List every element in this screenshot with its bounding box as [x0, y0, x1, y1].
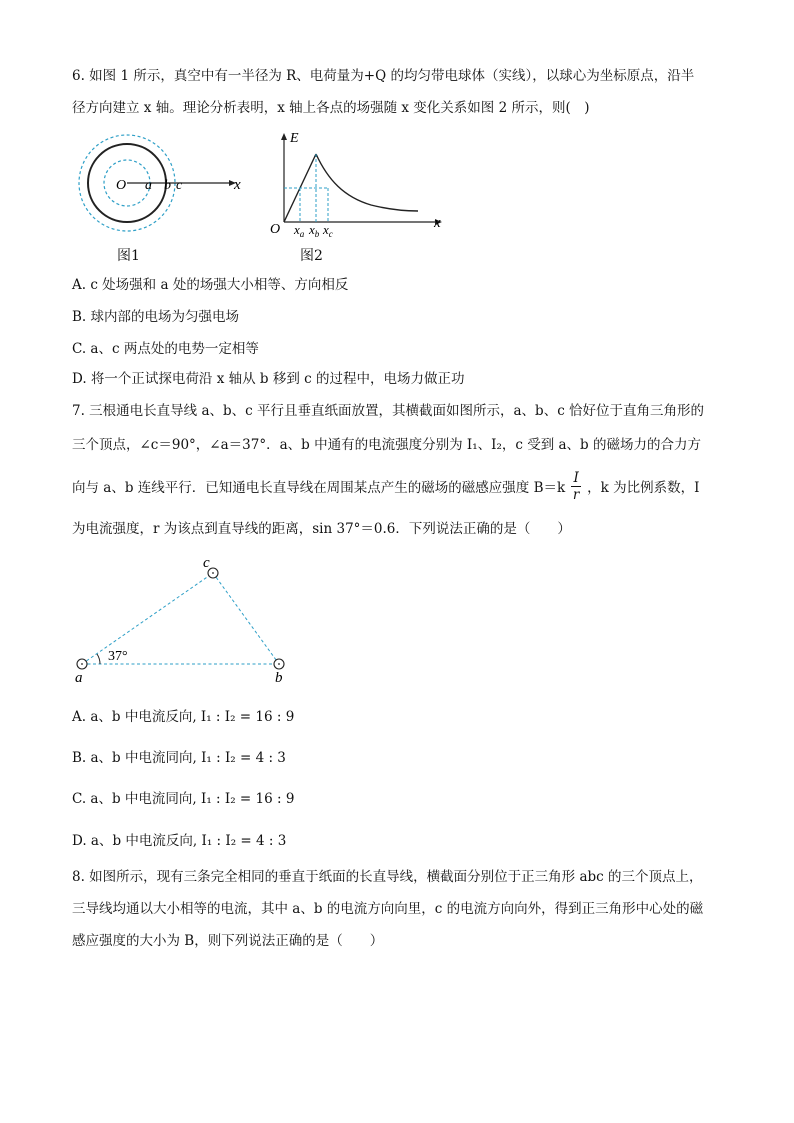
- q7-line3-post: ，k 为比例系数，I: [587, 480, 700, 496]
- fig1-label-c: c: [176, 178, 183, 193]
- label-b: b: [275, 670, 283, 686]
- edge-a-c: [82, 573, 213, 664]
- q6-figure-2: [266, 125, 456, 240]
- q6-option-a[interactable]: A. c 处场强和 a 处的场强大小相等、方向相反: [72, 277, 349, 293]
- wire-b-dot: [278, 663, 280, 665]
- q6-option-d[interactable]: D. 将一个正试探电荷沿 x 轴从 b 移到 c 的过程中，电场力做正功: [72, 371, 465, 387]
- fig2-caption: 图2: [300, 248, 323, 264]
- q6-figure-1: [70, 125, 260, 240]
- q7-fraction-numerator: I: [573, 470, 579, 486]
- q6-option-c[interactable]: C. a、c 两点处的电势一定相等: [72, 341, 259, 357]
- q7-line1: 7. 三根通电长直导线 a、b、c 平行且垂直纸面放置，其横截面如图所示，a、b、c 恰好位于直角三角形的: [72, 403, 705, 419]
- q7-triangle-figure: [70, 555, 300, 690]
- q7-option-c[interactable]: C. a、b 中电流同向, I₁ : I₂ = 16 : 9: [72, 791, 295, 807]
- q7-option-b[interactable]: B. a、b 中电流同向, I₁ : I₂ = 4 : 3: [72, 750, 286, 766]
- fig2-label-O: O: [270, 222, 281, 237]
- angle-label-37: 37°: [108, 649, 128, 664]
- fig2-label-E: E: [290, 131, 299, 146]
- q7-line4: 为电流强度，r 为该点到直导线的距离，sin 37°＝0.6．下列说法正确的是（ ）: [72, 521, 571, 537]
- fig2-label-xa: $x_a$: [294, 222, 305, 239]
- q7-line3-pre: 向与 a、b 连线平行．已知通电长直导线在周围某点产生的磁场的磁感应强度 B＝k: [72, 480, 566, 496]
- q8-line1: 8. 如图所示，现有三条完全相同的垂直于纸面的长直导线，横截面分别位于正三角形 abc 的三个顶点上，: [72, 869, 703, 885]
- q8-line2: 三导线均通以大小相等的电流，其中 a、b 的电流方向向里，c 的电流方向向外，得到正三角形中心处的磁: [72, 901, 704, 917]
- q6-line1: 6. 如图 1 所示，真空中有一半径为 R、电荷量为+Q 的均匀带电球体（实线），以球心为坐标原点，沿半: [72, 68, 695, 84]
- y-axis-arrowhead: [281, 133, 287, 140]
- angle-arc: [97, 654, 100, 664]
- wire-c-dot: [212, 572, 214, 574]
- fig1-label-a: a: [145, 178, 152, 193]
- field-decay-curve: [316, 154, 418, 211]
- fig2-label-x: x: [434, 215, 441, 231]
- q7-option-d[interactable]: D. a、b 中电流反向, I₁ : I₂ = 4 : 3: [72, 833, 287, 849]
- wire-a-dot: [81, 663, 83, 665]
- label-c: c: [203, 555, 210, 571]
- fig1-label-O: O: [116, 178, 127, 193]
- fig1-label-x: x: [234, 177, 241, 193]
- fig1-label-b: b: [164, 178, 171, 193]
- q7-fraction: [571, 470, 580, 503]
- edge-c-b: [213, 573, 279, 664]
- q6-option-b[interactable]: B. 球内部的电场为匀强电场: [72, 309, 240, 325]
- fig2-label-xc: $x_c$: [323, 222, 333, 239]
- q7-line2: 三个顶点，∠c＝90°，∠a＝37°．a、b 中通有的电流强度分别为 I₁、I₂，c 受到 a、b 的磁场力的合力方: [72, 437, 701, 453]
- label-a: a: [75, 670, 83, 686]
- q6-line2: 径方向建立 x 轴。理论分析表明，x 轴上各点的场强随 x 变化关系如图 2 所示，则( ): [72, 100, 590, 116]
- q7-option-a[interactable]: A. a、b 中电流反向, I₁ : I₂ = 16 : 9: [72, 709, 295, 725]
- q8-line3: 感应强度的大小为 B，则下列说法正确的是（ ）: [72, 933, 384, 949]
- fig1-caption: 图1: [117, 248, 140, 264]
- q7-line3: [72, 470, 699, 506]
- fig2-label-xb: $x_b$: [309, 222, 320, 239]
- q7-fraction-denominator: r: [572, 487, 580, 503]
